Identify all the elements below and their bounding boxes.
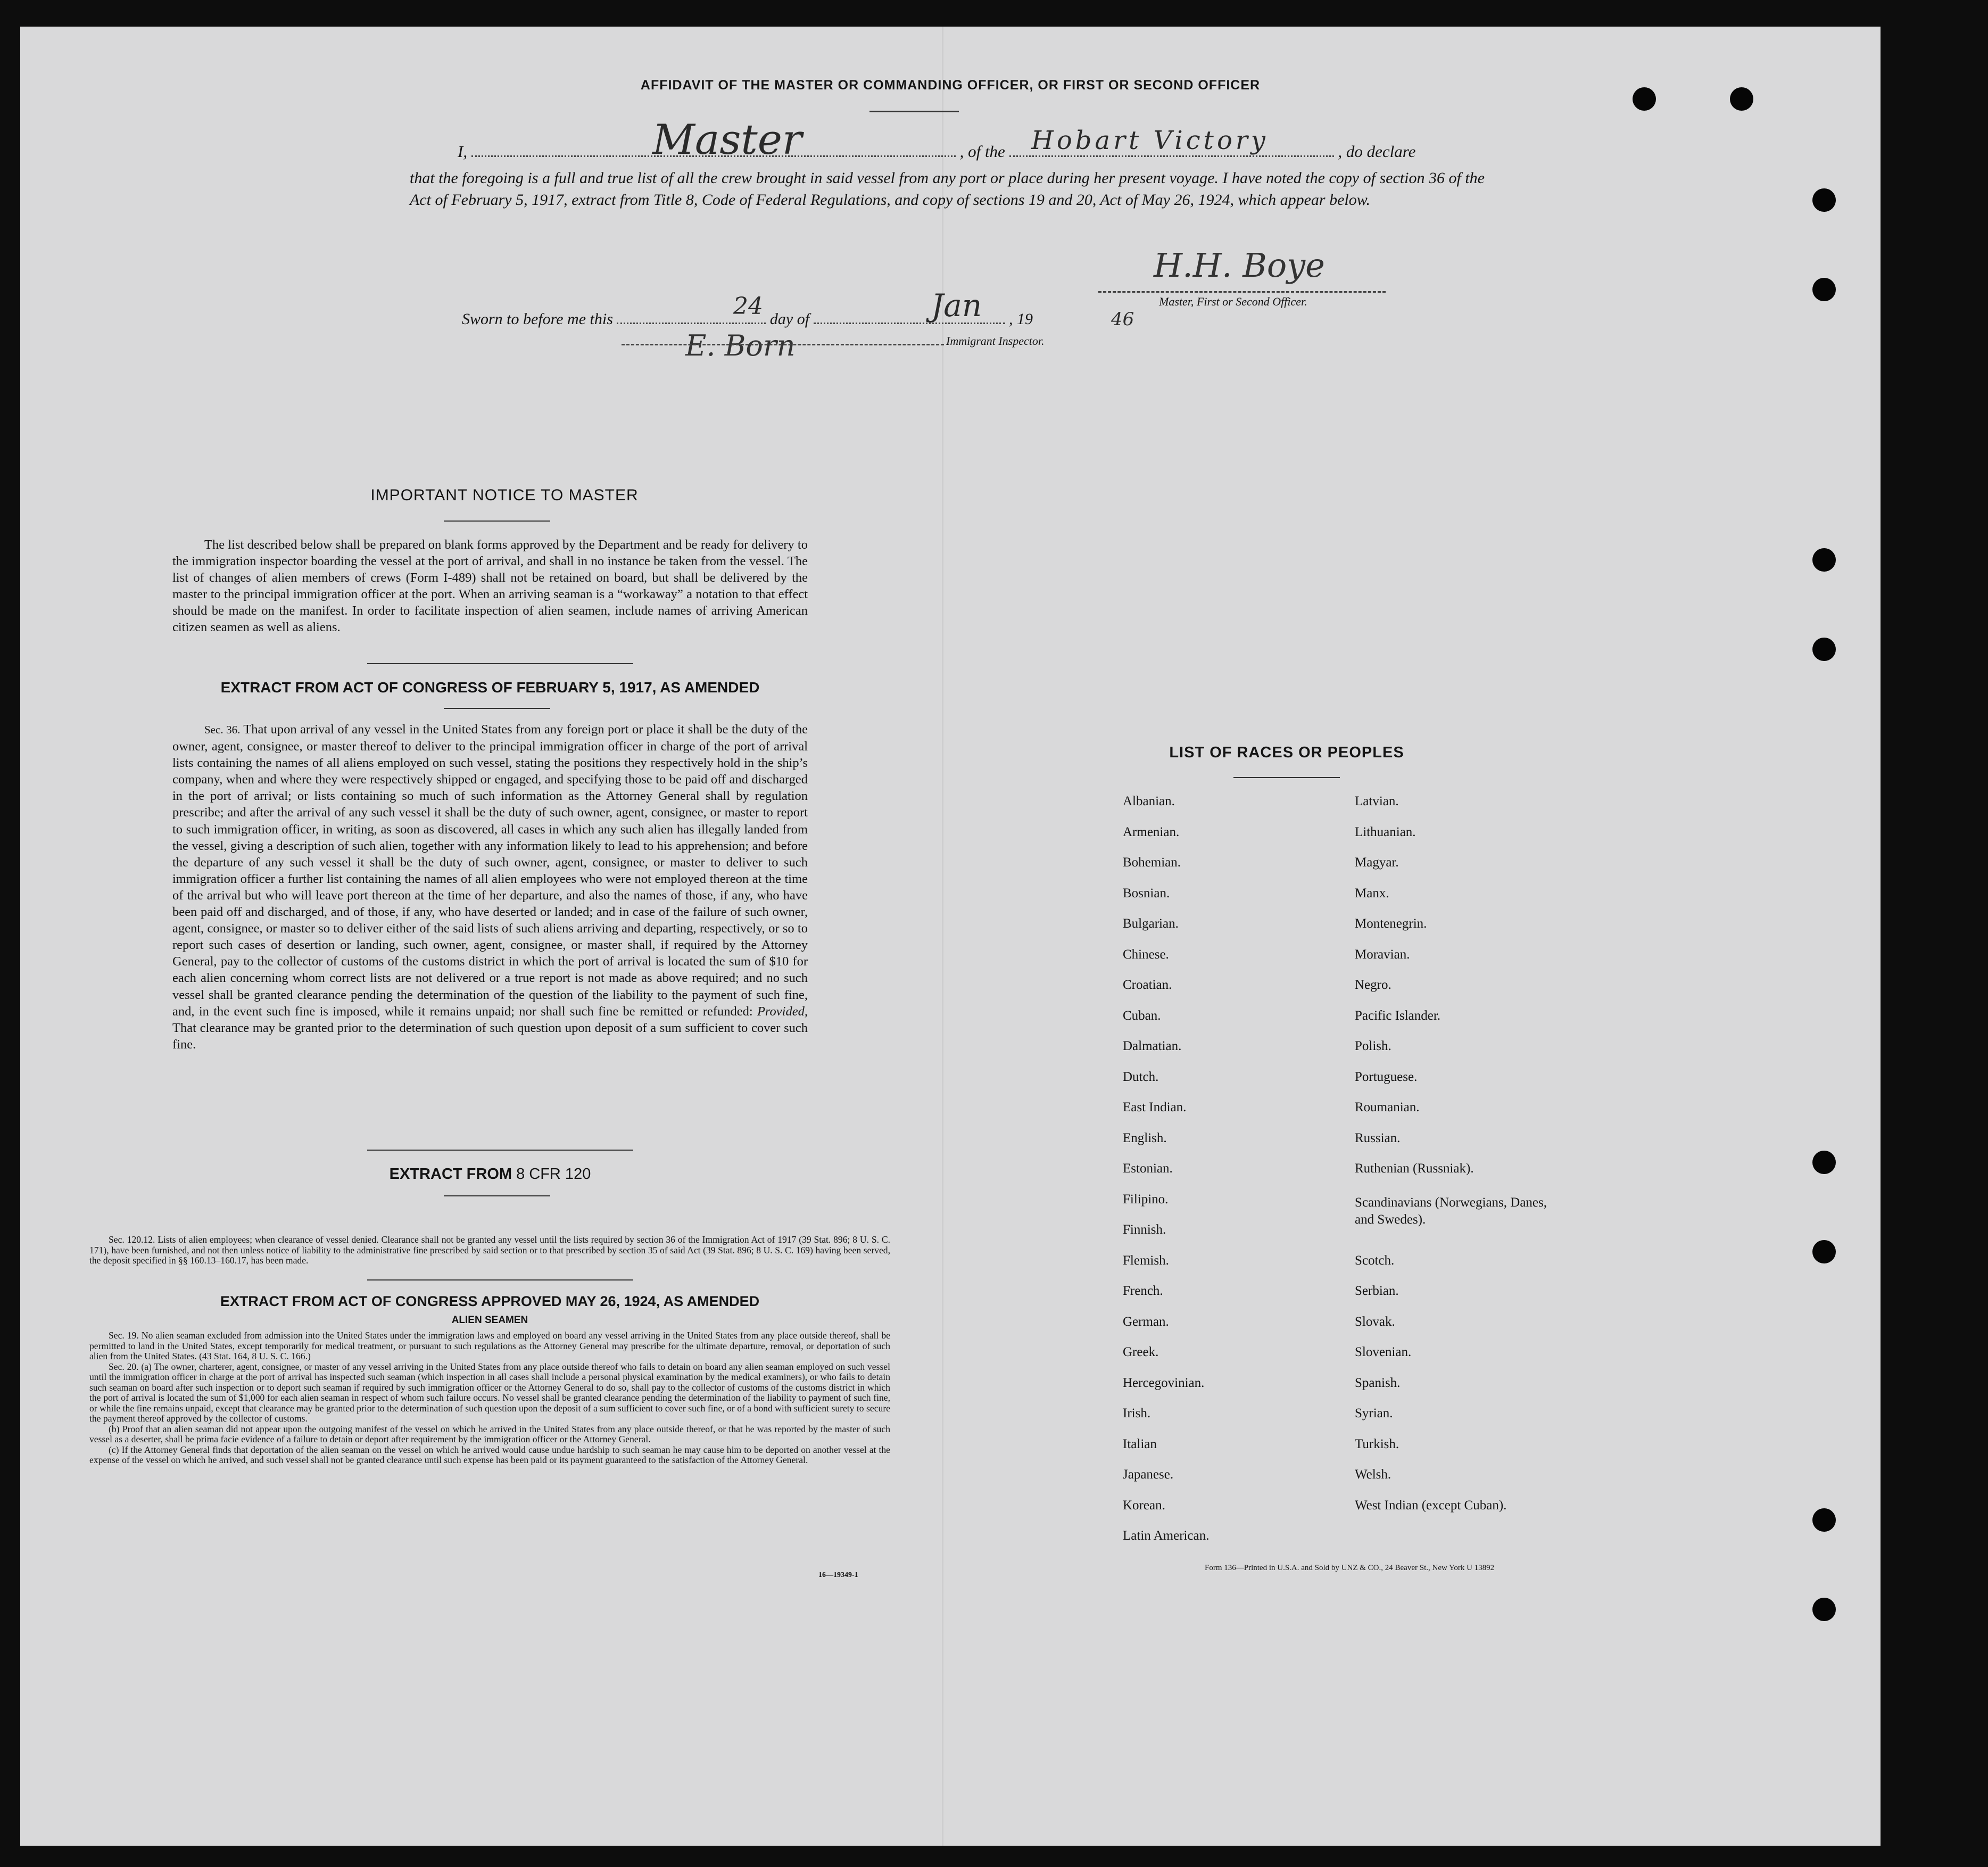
race-item: Italian — [1123, 1436, 1157, 1451]
sec-19: Sec. 19. No alien seaman excluded from admission into the United States under the immigration laws and employed on board any vessel arriving in the United States from any place outside thereof, shall be permitted to land in the United States, except temporarily for medical treatment, or pursuant to such regulations as the Attorney General may prescribe for the ultimate departure, removal, or deportation of such alien from the United States. (43 Stat. 164, 8 U. S. C. 166.) — [89, 1330, 890, 1361]
notice-text: The list described below shall be prepared on blank forms approved by the Department and be ready for delivery to the immigration inspector boarding the vessel at the port of arrival, and shall in no instance be taken from the vessel. The list of changes of alien members of crews (Form I-489) shall not be retained on board, but shall be delivered by the master to the principal immigration officer at the port. When an arriving seaman is a “workaway” a notation to that effect should be made on the manifest. In order to facilitate inspection of alien seamen, include names of arriving American citizen seamen as well as aliens. — [172, 538, 808, 635]
extract-cfr-title-a: EXTRACT FROM — [389, 1166, 512, 1183]
extract-1917-rule — [444, 708, 550, 709]
race-item: Filipino. — [1123, 1192, 1169, 1207]
of-the-label: , of the — [959, 142, 1005, 161]
sworn-label: Sworn to before me this — [462, 310, 613, 328]
inspector-signature: E. Born — [685, 329, 796, 362]
scanned-form-page — [20, 27, 1881, 1846]
sec-36-end: That clearance may be granted prior to the determination of such question upon deposit of a sum sufficient to cover such fine. — [172, 1020, 808, 1052]
race-item: Slovenian. — [1355, 1345, 1412, 1359]
punch-hole — [1812, 548, 1836, 572]
day-of-label: day of — [769, 310, 810, 328]
race-item: Spanish. — [1355, 1375, 1401, 1390]
declaration-line — [458, 142, 1415, 161]
provided-label: Provided, — [757, 1004, 808, 1019]
officer-signature: H.H. Boye — [1154, 246, 1325, 285]
race-item: English. — [1123, 1130, 1167, 1145]
race-item: Magyar. — [1355, 855, 1399, 870]
sworn-year: 46 — [1111, 309, 1134, 330]
race-item: Cuban. — [1123, 1008, 1161, 1023]
race-item: Negro. — [1355, 978, 1391, 992]
notice-title: IMPORTANT NOTICE TO MASTER — [370, 486, 639, 504]
section-rule — [367, 663, 633, 664]
race-item: Ruthenian (Russniak). — [1355, 1161, 1474, 1176]
race-item: Scandinavians (Norwegians, Danes, and Swedes). — [1355, 1195, 1547, 1227]
punch-hole — [1812, 278, 1836, 301]
race-item: Montenegrin. — [1355, 916, 1427, 931]
race-item: Albanian. — [1123, 794, 1175, 808]
races-title: LIST OF RACES OR PEOPLES — [1169, 744, 1404, 761]
race-item: Dutch. — [1123, 1069, 1159, 1084]
extract-1924-subtitle: ALIEN SEAMEN — [451, 1315, 528, 1326]
extract-cfr-rule — [444, 1195, 550, 1196]
race-item: Chinese. — [1123, 947, 1169, 962]
officer-signature-line — [1098, 291, 1386, 293]
race-item: Armenian. — [1123, 824, 1180, 839]
sec-20b: (b) Proof that an alien seaman did not appear upon the outgoing manifest of the vessel on which he arrived in the United States from any place outside thereof, or that he was reported by the master of such vessel as a deserter, shall be prima facie evidence of a failure to detain or deport after requirement by the immigration officer or the Attorney General. — [89, 1423, 890, 1444]
race-item: Serbian. — [1355, 1284, 1399, 1298]
race-item: Portuguese. — [1355, 1069, 1418, 1084]
affidavit-title: AFFIDAVIT OF THE MASTER OR COMMANDING OFFICER, OR FIRST OR SECOND OFFICER — [640, 78, 1261, 93]
race-item: Welsh. — [1355, 1467, 1391, 1482]
vessel-handwritten: Hobart Victory — [1031, 126, 1269, 155]
race-item: East Indian. — [1123, 1100, 1187, 1114]
extract-1917-title: EXTRACT FROM ACT OF CONGRESS OF FEBRUARY 5, 1917, AS AMENDED — [220, 679, 760, 696]
race-item: Japanese. — [1123, 1467, 1174, 1482]
extract-cfr-title-b: 8 CFR 120 — [516, 1166, 591, 1183]
rank-handwritten: Master — [652, 116, 802, 164]
affidavit-body: that the foregoing is a full and true list of all the crew brought in said vessel from any port or place during her present voyage. I have noted the copy of section 36 of the Act of February 5, 1917, extract from Title 8, Code of Federal Regulations, and copy of sections 19 and 20, Act of May 26, 1924, which appear below. — [410, 169, 1485, 209]
race-item: Polish. — [1355, 1039, 1391, 1053]
section-rule — [367, 1279, 633, 1281]
sworn-month: Jan — [931, 287, 982, 324]
year-prefix: , 19 — [1009, 310, 1033, 328]
race-item: Flemish. — [1123, 1253, 1169, 1268]
inspector-caption: Immigrant Inspector. — [946, 334, 1045, 348]
race-item: Moravian. — [1355, 947, 1410, 962]
race-item: Croatian. — [1123, 978, 1172, 992]
do-declare-label: , do declare — [1338, 142, 1416, 161]
title-rule — [869, 111, 959, 112]
sworn-day: 24 — [733, 293, 763, 320]
race-item: Scotch. — [1355, 1253, 1395, 1268]
race-item: Manx. — [1355, 886, 1389, 901]
form-code: 16—19349-1 — [818, 1571, 858, 1579]
punch-hole — [1812, 1151, 1836, 1174]
race-item: Lithuanian. — [1355, 824, 1416, 839]
punch-hole — [1812, 1240, 1836, 1263]
sec-36-text: That upon arrival of any vessel in the United States from any foreign port or place it shall be the duty of the owner, agent, consignee, or master thereof to deliver to the principal immigration officer in charge of the port of arrival lists containing the names of all aliens employed on such vessel, stating the positions they respectively hold in the ship’s company, when and where they were respectively shipped or engaged, and specifying those to be paid off and discharged in the port of arrival; or lists containing so much of such information as the Attorney General shall by regulation prescribe; and after the arrival of any such vessel it shall be the duty of such owner, agent, consignee, or master to report to such immigration officer, in writing, as soon as discovered, all cases in which any such alien has illegally landed from the vessel, giving a description of such alien, together with any information likely to lead to his apprehension; and before the departure of any such vessel it shall be the duty of such owner, agent, consignee, or master to deliver to such immigration officer a further list containing the names of all alien employees who were not employed thereon at the time of the arrival but who will leave port thereon at the time of her departure, and also the names of those, if any, who have been paid off and discharged, and of those, if any, who have deserted or landed; and in case of the failure of such owner, agent, consignee, or master so to deliver either of the said lists of such aliens arriving and departing, respectively, or so to report such cases of desertion or landing, such owner, agent, consignee, or master shall, if required by the Attorney General, pay to the collector of customs of the customs district in which the port of arrival is located the sum of $10 for each alien concerning whom correct lists are not delivered or a true report is not made as above required; and no such vessel shall be granted clearance pending the determination of the question of the liability to the payment of such fine, and, in the event such fine is imposed, while it remains unpaid; nor shall such fine be remitted or refunded: — [172, 722, 808, 1019]
race-item: Syrian. — [1355, 1406, 1393, 1420]
race-item: German. — [1123, 1314, 1169, 1329]
punch-hole — [1812, 1508, 1836, 1532]
race-item: Estonian. — [1123, 1161, 1173, 1176]
race-item: Hercegovinian. — [1123, 1375, 1205, 1390]
race-item: Dalmatian. — [1123, 1039, 1182, 1053]
race-item: West Indian (except Cuban). — [1355, 1498, 1507, 1513]
inspector-signature-line — [622, 344, 944, 345]
race-item: Irish. — [1123, 1406, 1151, 1420]
extract-cfr-body: Sec. 120.12. Lists of alien employees; when clearance of vessel denied. Clearance shall not be granted any vessel until the lists required by section 36 of the Immigration Act of 1917 (39 Stat. 896; 8 U. S. C. 171), have been furnished, and not then unless notice of liability to the administrative fine prescribed by said section or to that prescribed by section 35 of said Act (39 Stat. 896; 8 U. S. C. 169) having been served, the deposit specified in §§ 160.13–160.17, has been made. — [89, 1234, 890, 1266]
notice-rule — [444, 521, 550, 522]
printer-footer: Form 136—Printed in U.S.A. and Sold by UNZ & CO., 24 Beaver St., New York U 13892 — [1205, 1564, 1495, 1572]
race-item: Korean. — [1123, 1498, 1165, 1513]
race-item: Latvian. — [1355, 794, 1399, 808]
section-rule — [367, 1150, 633, 1151]
punch-hole — [1812, 638, 1836, 661]
sec-20a: Sec. 20. (a) The owner, charterer, agent, consignee, or master of any vessel arriving in the United States from any place outside thereof who fails to detain on board any alien seaman employed on such vessel until the immigration officer in charge at the port of arrival has inspected such seaman (which inspection in all cases shall include a personal physical examination by the medical examiners), or who fails to detain such seaman on board after such inspection or to deport such seaman if required by such immigration officer or the Attorney General to do so, shall pay to the collector of customs of the customs district in which the port of arrival is located the sum of $1,000 for each alien seaman in respect of whom such failure occurs. No vessel shall be granted clearance pending the determination of the liability to payment of such fine, or while the fine remains unpaid, except that clearance may be granted prior to the determination of such question upon the deposit of a sum sufficient to cover such fine, or of a bond with sufficient surety to secure the payment thereof approved by the collector of customs. — [89, 1361, 890, 1424]
i-label: I, — [458, 142, 468, 161]
race-item: Bulgarian. — [1123, 916, 1179, 931]
race-item: Russian. — [1355, 1130, 1401, 1145]
races-rule — [1233, 777, 1340, 778]
extract-1924-title: EXTRACT FROM ACT OF CONGRESS APPROVED MAY 26, 1924, AS AMENDED — [220, 1293, 760, 1309]
punch-hole — [1812, 188, 1836, 212]
extract-1924-body — [89, 1331, 890, 1466]
punch-hole — [1812, 1598, 1836, 1621]
race-item: Bohemian. — [1123, 855, 1181, 870]
race-item: Finnish. — [1123, 1222, 1166, 1237]
race-item: Greek. — [1123, 1345, 1159, 1359]
notice-body — [172, 536, 808, 636]
officer-caption: Master, First or Second Officer. — [1159, 295, 1307, 308]
extract-1917-body — [172, 721, 808, 1053]
race-item: Bosnian. — [1123, 886, 1170, 901]
race-item: Latin American. — [1123, 1529, 1210, 1543]
sec-20c: (c) If the Attorney General finds that deportation of the alien seaman on the vessel on which he arrived would cause undue hardship to such seaman he may cause him to be deported on another vessel at the expense of the vessel on which he arrived, and such vessel shall not be granted clearance until such expense has been paid or its payment guaranteed to the satisfaction of the Attorney General. — [89, 1444, 890, 1465]
race-item: Slovak. — [1355, 1314, 1395, 1329]
race-item: French. — [1123, 1284, 1163, 1298]
race-item: Roumanian. — [1355, 1100, 1420, 1114]
sec-36-label: Sec. 36. — [204, 723, 241, 736]
extract-cfr-title — [172, 1166, 808, 1183]
race-item: Turkish. — [1355, 1436, 1399, 1451]
race-item: Pacific Islander. — [1355, 1008, 1441, 1023]
